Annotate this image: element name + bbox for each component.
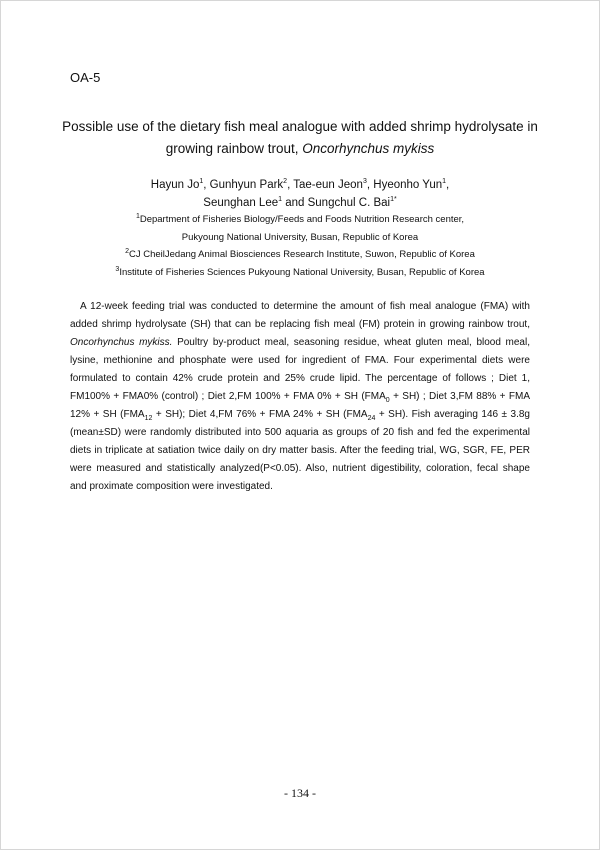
- page-number: - 134 -: [284, 786, 316, 800]
- author-name: Tae-eun Jeon: [293, 179, 363, 191]
- fma-subscript: 12: [144, 415, 153, 422]
- author-affil-mark: 1: [278, 196, 283, 204]
- affiliation-list: [40, 211, 560, 281]
- affiliation-text: Institute of Fisheries Sciences Pukyoung National University, Busan, Republic of Korea: [119, 266, 485, 278]
- fma-subscript: 24: [367, 415, 376, 422]
- abstract-text-2: Poultry by-product meal, seasoning residue, wheat gluten meal, blood meal, lysine, methionine and phosphate were used for ingredient of FMA. Four experimental diets were formulated to contain 42% crude protein and 25% crude lipid. The percentage of follows ; Diet 1, FM100% + FMA0% (control) ; Diet 2,FM 100% + FMA 0% + SH (FMA: [70, 337, 530, 402]
- affiliation: [40, 246, 560, 264]
- author-affil-mark: 3: [362, 178, 367, 186]
- fma-subscript: 0: [385, 397, 390, 404]
- affiliation-text: Pukyoung National University, Busan, Republic of Korea: [181, 231, 419, 243]
- affiliation-mark: 1: [135, 212, 140, 220]
- abstract-species: Oncorhynchus mykiss.: [70, 337, 173, 348]
- author-separator: ,: [203, 179, 210, 191]
- title-line-1: Possible use of the dietary fish meal analogue with added shrimp hydrolysate in: [62, 119, 538, 134]
- author-name: Gunhyun Park: [209, 179, 284, 191]
- affiliation-text: CJ CheilJedang Animal Biosciences Research Institute, Suwon, Republic of Korea: [129, 249, 475, 260]
- affiliation: [40, 264, 560, 282]
- abstract-body: [70, 298, 530, 496]
- author-separator: and: [282, 197, 308, 209]
- affiliation-mark: 3: [115, 265, 120, 273]
- author-name: Hayun Jo: [150, 179, 200, 191]
- affiliation: [40, 211, 560, 229]
- paper-title: [40, 116, 560, 160]
- affiliation-mark: 2: [125, 247, 129, 255]
- affiliation: [40, 229, 560, 247]
- title-line-2: growing rainbow trout,: [165, 141, 303, 156]
- author-separator: ,: [366, 179, 374, 191]
- author-name: Hyeonho Yun: [373, 179, 443, 191]
- author-name: Seunghan Lee: [203, 197, 279, 209]
- abstract-code: OA-5: [70, 70, 101, 85]
- author-separator: ,: [287, 179, 294, 191]
- abstract-text-1: A 12-week feeding trial was conducted to determine the amount of fish meal analogue (FMA) with added shrimp hydrolysate (SH) that can be replacing fish meal (FM) protein in growing rainbow trout,: [70, 301, 530, 330]
- author-name: Sungchul C. Bai: [307, 197, 391, 209]
- author-affil-mark: 1: [442, 178, 447, 186]
- author-affil-mark: 1: [199, 178, 204, 186]
- author-list: [40, 176, 560, 212]
- affiliation-text: Department of Fisheries Biology/Feeds and Foods Nutrition Research center,: [139, 214, 465, 225]
- author-affil-mark: 2: [283, 178, 288, 186]
- title-species: Oncorhynchus mykiss: [302, 141, 435, 156]
- author-affil-mark: 1*: [390, 196, 397, 204]
- abstract-text-3: + SH) ; Diet 3,FM 88% + FMA 12% + SH (FMA: [70, 391, 530, 420]
- abstract-text-4: + SH); Diet 4,FM 76% + FMA 24% + SH (FMA: [152, 409, 368, 420]
- author-separator: ,: [446, 179, 450, 191]
- abstract-text-5: + SH). Fish averaging 146 ± 3.8g (mean±SD) were randomly distributed into 500 aquaria as groups of 20 fish and fed the experimental diets in triplicate at satiation twice daily on dry matter basis. After the feeding trial, WG, SGR, FE, PER were measured and statistically analyzed(P<0.05). Also, nutrient digestibility, coloration, fecal shape and proximate composition were investigated.: [70, 409, 530, 492]
